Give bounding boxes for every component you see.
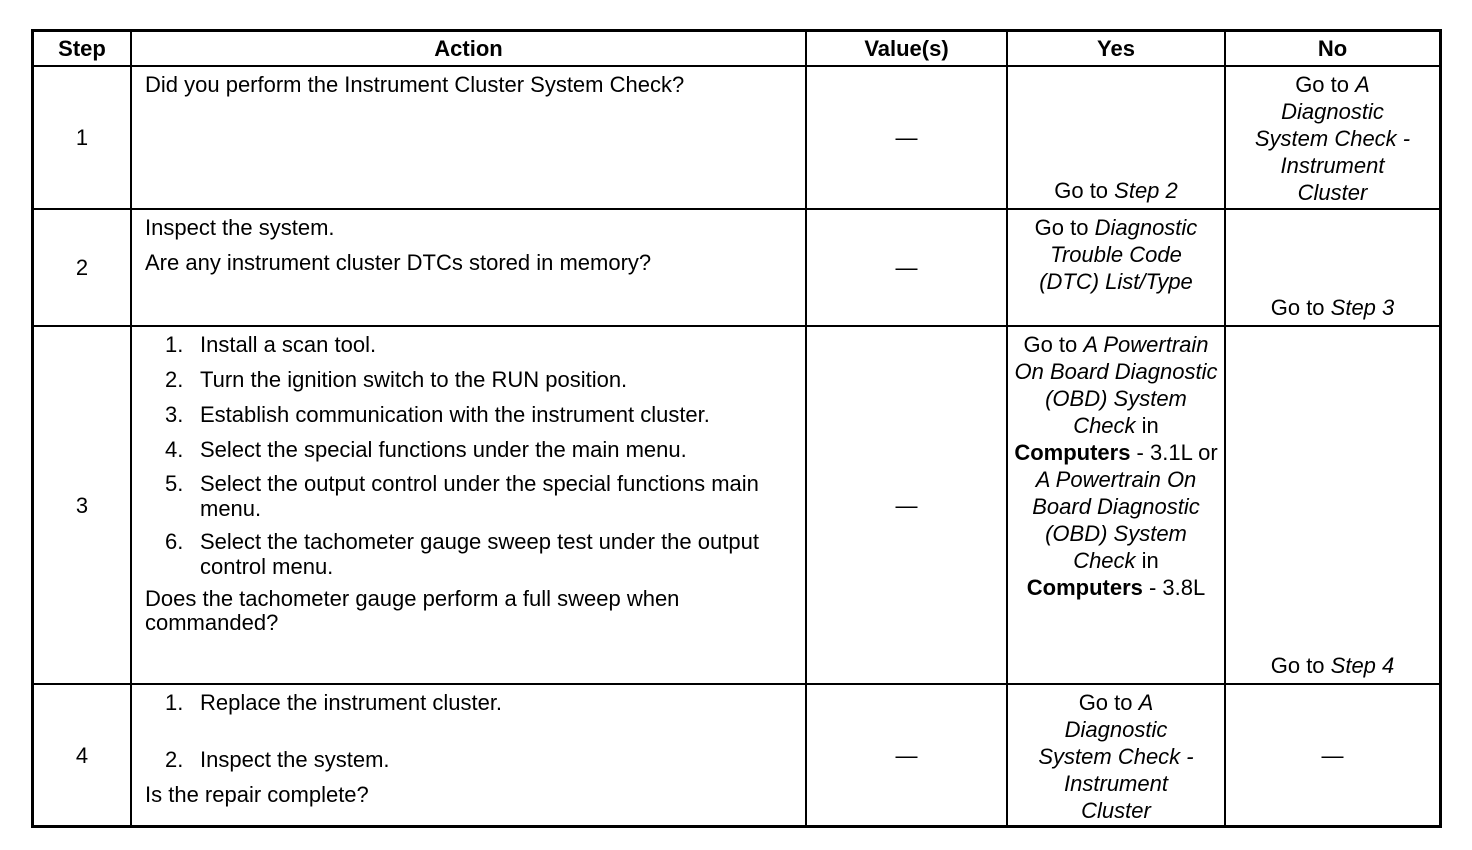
list-item: 3. Establish communication with the instrument cluster. [165, 402, 710, 428]
yes-link-3-8l[interactable]: A Powertrain On Board Diagnostic (OBD) System Check [1032, 467, 1200, 574]
header-action: Action [131, 31, 806, 67]
yes-cell: Go to Diagnostic Trouble Code (DTC) List/Type [1007, 209, 1225, 326]
computers-ref: Computers [1014, 440, 1131, 466]
no-cell: — [1225, 684, 1441, 826]
action-question: Did you perform the Instrument Cluster System Check? [145, 72, 685, 97]
yes-link[interactable]: Diagnostic Trouble Code (DTC) List/Type [1039, 215, 1198, 295]
action-cell [131, 326, 806, 684]
yes-cell: Go to Step 2 [1007, 66, 1225, 209]
no-link[interactable]: Step 4 [1330, 653, 1395, 679]
header-no: No [1225, 31, 1441, 67]
action-cell [131, 209, 806, 326]
spacer [145, 724, 791, 746]
computers-ref: Computers [1026, 575, 1143, 601]
action-question: Does the tachometer gauge perform a full sweep when commanded? [145, 586, 680, 636]
yes-link-3-1l[interactable]: A Powertrain On Board Diagnostic (OBD) System Check [1014, 332, 1218, 439]
action-question: Is the repair complete? [145, 782, 369, 808]
no-link[interactable]: A Diagnostic System Check - Instrument Cluster [1254, 72, 1411, 205]
list-item: 2. Turn the ignition switch to the RUN position. [165, 367, 628, 393]
value-cell: — [806, 326, 1007, 684]
list-item: 6. Select the tachometer gauge sweep test under the output control menu. [165, 529, 759, 580]
action-text: Inspect the system. [145, 215, 335, 241]
step-number: 2 [33, 209, 132, 326]
header-yes: Yes [1007, 31, 1225, 67]
action-cell [131, 684, 806, 826]
action-steps-list [145, 331, 791, 579]
list-item: 4. Select the special functions under the main menu. [165, 437, 687, 463]
table-row [33, 209, 1441, 326]
value-cell: — [806, 684, 1007, 826]
header-values: Value(s) [806, 31, 1007, 67]
list-item: 5. Select the output control under the special functions main menu. [165, 471, 759, 522]
list-item: 2. Inspect the system. [165, 747, 390, 773]
table-row [33, 684, 1441, 826]
header-row [33, 31, 1441, 67]
yes-link[interactable]: Step 2 [1114, 178, 1178, 204]
table-row [33, 66, 1441, 209]
no-cell: Go to Step 4 [1225, 326, 1441, 684]
diagnostic-table [31, 29, 1442, 828]
list-item: 1. Replace the instrument cluster. [165, 690, 503, 716]
table-row [33, 326, 1441, 684]
yes-cell: Go to A Powertrain On Board Diagnostic (OBD) System Check in Computers - 3.1L or A Powertrain On Board Diagnostic (OBD) System Check in Computers - 3.8L [1007, 326, 1225, 684]
yes-link[interactable]: A Diagnostic System Check - Instrument Cluster [1038, 690, 1194, 824]
yes-cell: Go to A Diagnostic System Check - Instrument Cluster [1007, 684, 1225, 826]
step-number: 3 [33, 326, 132, 684]
no-cell: Go to A Diagnostic System Check - Instrument Cluster [1225, 66, 1441, 209]
action-cell [131, 66, 806, 209]
value-cell: — [806, 66, 1007, 209]
action-steps-list [145, 689, 791, 773]
step-number: 4 [33, 684, 132, 826]
list-item: 1. Install a scan tool. [165, 332, 377, 358]
action-question: Are any instrument cluster DTCs stored in memory? [145, 250, 652, 276]
no-link[interactable]: Step 3 [1330, 295, 1395, 321]
header-step: Step [33, 31, 132, 67]
step-number: 1 [33, 66, 132, 209]
no-cell: Go to Step 3 [1225, 209, 1441, 326]
value-cell: — [806, 209, 1007, 326]
